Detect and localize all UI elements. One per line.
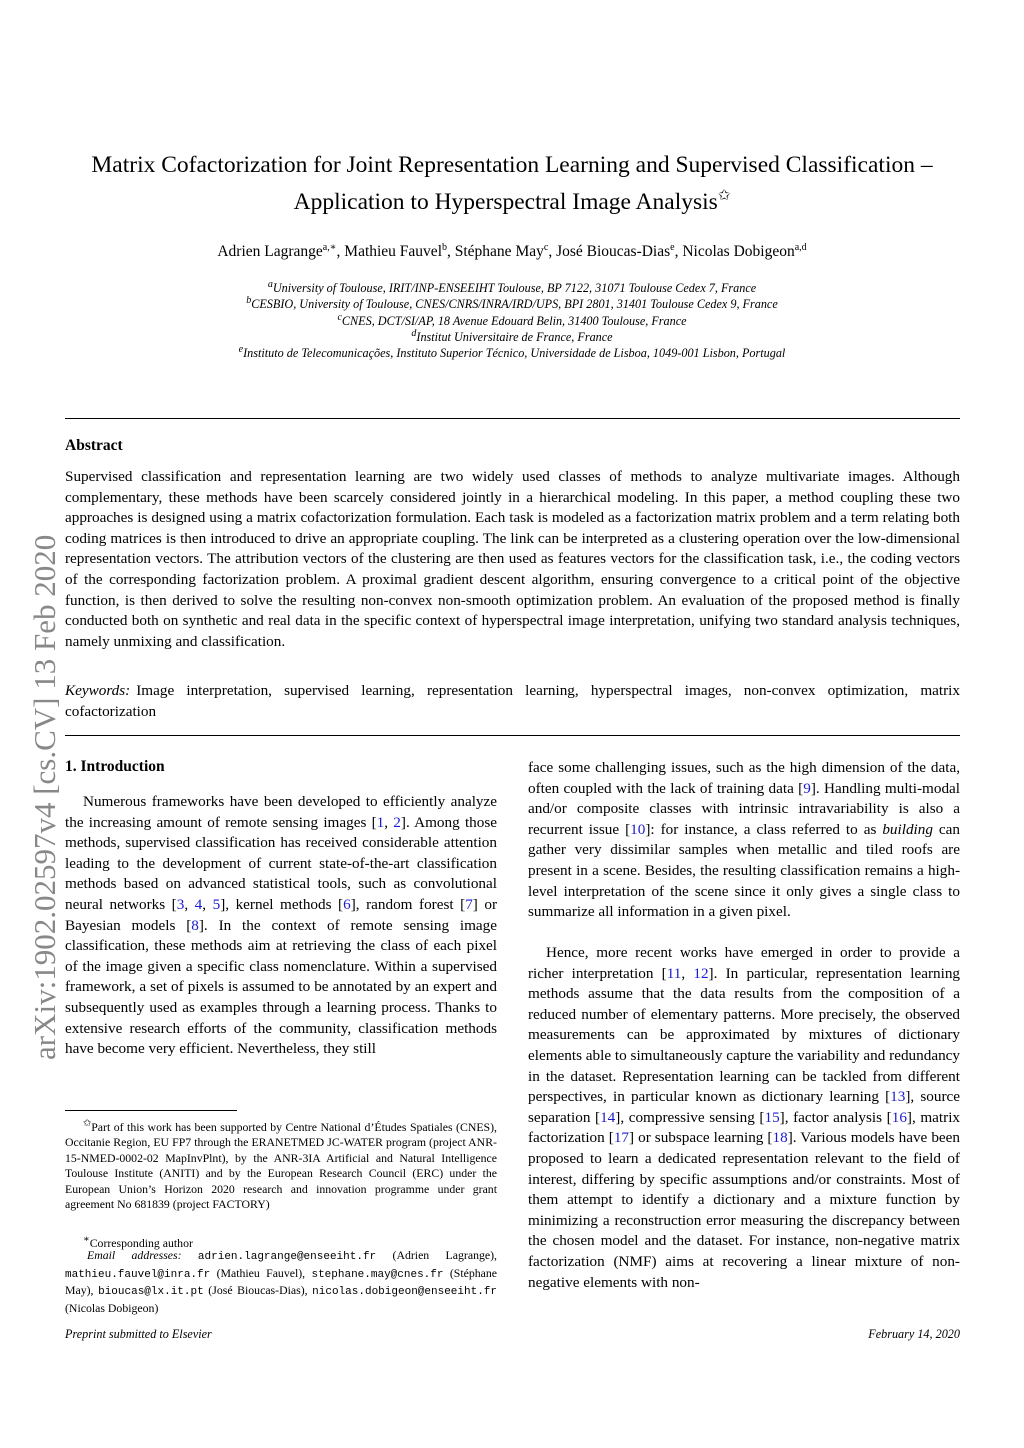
email-owner: (Mathieu Fauvel),: [210, 1265, 312, 1280]
section-heading-introduction: 1. Introduction: [65, 758, 165, 775]
citation-link[interactable]: 1: [376, 813, 385, 831]
citation-link[interactable]: 3: [176, 895, 185, 913]
keywords-label: Keywords:: [65, 682, 131, 699]
email-owner: (Nicolas Dobigeon): [65, 1300, 159, 1315]
keywords-text: Image interpretation, supervised learning, representation learning, hyperspectral images, non-convex optimization, matrix cofactorization: [65, 682, 960, 720]
intro-paragraph-1: Numerous frameworks have been developed to efficiently analyze the increasing amount of remote sensing images [1, 2]. Among those methods, supervised classification has received considerable attention leading to the development of current state-of-the-art classification methods based on advanced statistical tools, such as convolutional neural networks [3, 4, 5], kernel methods [6], random forest [7] or Bayesian models [8]. In the context of remote sensing image classification, these methods aim at retrieving the class of each pixel of the image given a specific class nomenclature. Within a supervised framework, a set of pixels is assumed to be annotated by an expert and subsequently used as examples through a learning process. Thanks to extensive research efforts of the community, classification methods have become very efficient. Nevertheless, they still: [65, 793, 498, 1058]
citation-link[interactable]: 10: [630, 820, 646, 838]
citation-link[interactable]: 8: [191, 916, 199, 934]
email-address[interactable]: adrien.lagrange@enseeiht.fr: [197, 1251, 377, 1263]
funding-footnote: ✩Part of this work has been supported by Centre National d’Études Spatiales (CNES), Occitanie Region, EU FP7 through the ERANETMED JC-WATER program (project ANR-15-NMED-0002-02 MapInvPlnt), by the ANR-3IA Artificial and Natural Intelligence Toulouse Institute (ANITI) and by the European Research Council (ERC) under the European Union’s Horizon 2020 research and innovation programme under grant agreement No 681839 (project FACTORY): [65, 1118, 497, 1212]
email-owner: (Adrien Lagrange),: [376, 1248, 497, 1262]
email-address[interactable]: nicolas.dobigeon@enseeiht.fr: [312, 1286, 498, 1298]
citation-link[interactable]: 18: [772, 1129, 788, 1147]
email-address[interactable]: stephane.may@cnes.fr: [311, 1268, 444, 1281]
author-affiliation-mark: e: [670, 242, 675, 253]
citation-link[interactable]: 14: [600, 1108, 616, 1126]
citation-link[interactable]: 2: [393, 813, 401, 831]
citation-link[interactable]: 15: [764, 1108, 780, 1126]
affiliation-text: Institut Universitaire de France, France: [416, 329, 613, 344]
footer-preprint-note: Preprint submitted to Elsevier: [65, 1327, 212, 1341]
citation-link[interactable]: 9: [803, 779, 811, 797]
citation-link[interactable]: 13: [890, 1088, 906, 1106]
citation-link[interactable]: 17: [613, 1129, 630, 1147]
citation-link[interactable]: 16: [891, 1108, 907, 1126]
citation-link[interactable]: 7: [465, 895, 473, 913]
affiliation-text: CNES, DCT/SI/AP, 18 Avenue Edouard Belin, 31400 Toulouse, France: [341, 313, 687, 328]
emphasized-term: building: [882, 820, 933, 838]
author-affiliation-mark: b: [442, 242, 447, 253]
affiliation-mark: a: [267, 279, 273, 290]
abstract-heading: Abstract: [65, 437, 123, 454]
title-line-1: Matrix Cofactorization for Joint Representation Learning and Supervised Classification –: [91, 152, 933, 178]
email-addresses: [65, 1248, 497, 1316]
corresponding-author-footnote: ∗Corresponding author: [83, 1234, 193, 1250]
abstract-text: Supervised classification and representation learning are two widely used classes of methods to analyze multivariate images. Although complementary, these methods have been scarcely considered jointly in a hierarchical modeling. In this paper, a method coupling these two approaches is designed using a matrix cofactorization formulation. Each task is modeled as a factorization matrix problem and a term relating both coding matrices is then introduced to drive an appropriate coupling. The link can be interpreted as a clustering operation over the low-dimensional representation vectors. The attribution vectors of the clustering are then used as features vectors for the classification task, i.e., the coding vectors of the corresponding factorization problem. A proximal gradient descent algorithm, ensuring convergence to a critical point of the objective function, is then derived to solve the resulting non-convex non-smooth optimization problem. An evaluation of the proposed method is finally conducted both on synthetic and real data in the specific context of hyperspectral image interpretation, unifying two standard analysis techniques, namely unmixing and classification.: [65, 468, 960, 650]
arxiv-identifier: arXiv:1902.02597v4 [cs.CV] 13 Feb 2020: [27, 534, 62, 1060]
email-address[interactable]: bioucas@lx.it.pt: [98, 1286, 204, 1298]
author-list: Adrien Lagrange$^{a,∗}$, Mathieu Fauvel$^b$, Stéphane May$^c$, José Bioucas-Dias$^e$, Nicolas Dobigeon$^{a,d}$: [217, 242, 807, 261]
intro-paragraph-3: Hence, more recent works have emerged in order to provide a richer interpretation [11, 12]. In particular, representation learning methods assume that the data results from the composition of a reduced number of elementary patterns. More precisely, the observed measurements can be approximated by mixtures of dictionary elements able to simultaneously capture the variability and redundancy in the dataset. Representation learning can be tackled from different perspectives, in particular known as dictionary learning [13], source separation [14], compressive sensing [15], factor analysis [16], matrix factorization [17] or subspace learning [18]. Various models have been proposed to learn a dedicated representation relevant to the field of interest, differing by specific assumptions and/or constraints. Most of them attempt to identify a dictionary and a mixture function by minimizing a reconstruction error measuring the discrepancy between the chosen model and the dataset. For instance, non-negative matrix factorization (NMF) aims at recovering a linear mixture of non-negative elements with non-: [528, 944, 961, 1291]
abstract-top-rule: [65, 418, 960, 419]
footer-date: February 14, 2020: [868, 1327, 960, 1341]
author-name: José Bioucas-Dias: [556, 243, 671, 261]
title-line-2: Application to Hyperspectral Image Analysis✩: [293, 188, 731, 215]
email-address[interactable]: mathieu.fauvel@inra.fr: [65, 1268, 211, 1281]
funding-footnote-mark: ✩: [83, 1118, 92, 1129]
affiliation-text: Instituto de Telecomunicações, Instituto Superior Técnico, Universidade de Lisboa, 1049-001 Lisbon, Portugal: [243, 346, 786, 361]
affiliation-mark: d: [411, 327, 417, 339]
corresponding-mark: ∗: [83, 1234, 90, 1245]
citation-link[interactable]: 11: [666, 964, 682, 982]
citation-link[interactable]: 4: [194, 895, 203, 913]
author-name: Adrien Lagrange: [217, 243, 323, 261]
affiliation-text: University of Toulouse, IRIT/INP-ENSEEIHT Toulouse, BP 7122, 31071 Toulouse Cedex 7, France: [272, 281, 757, 296]
author-name: Mathieu Fauvel: [344, 243, 442, 261]
affiliation-text: CESBIO, University of Toulouse, CNES/CNRS/INRA/IRD/UPS, BPI 2801, 31401 Toulouse Cedex 9, France: [251, 297, 778, 312]
footnote-rule: [65, 1110, 237, 1111]
email-label: Email addresses:: [87, 1248, 198, 1262]
affiliation-line: [40, 342, 984, 361]
citation-link[interactable]: 12: [693, 964, 709, 982]
email-owner: (Stéphane May),: [65, 1265, 498, 1297]
intro-paragraph-2: face some challenging issues, such as the high dimension of the data, often coupled with the lack of training data [9]. Handling multi-modal and/or composite classes with intrinsic intravariability is also a recurrent issue [10]: for instance, a class referred to as building can gather very dissimilar samples when metallic and tiled roofs are present in a scene. Besides, the resulting classification remains a high-level interpretation of the scene since it only gives a single class to summarize all information in a given pixel.: [528, 759, 961, 921]
abstract-bottom-rule: [65, 735, 960, 736]
affiliation-mark: c: [337, 311, 342, 323]
email-owner: (José Bioucas-Dias),: [203, 1283, 313, 1297]
citation-link[interactable]: 6: [343, 895, 351, 913]
paper-title: [40, 150, 984, 218]
author-affiliation-mark: a,∗: [322, 242, 337, 253]
affiliation-mark: e: [238, 344, 244, 356]
author-name: Stéphane May: [454, 243, 544, 261]
author-affiliation-mark: c: [543, 242, 549, 253]
affiliation-mark: b: [246, 295, 252, 307]
author-name: Nicolas Dobigeon: [682, 243, 795, 261]
author-affiliation-mark: a,d: [794, 242, 807, 253]
keywords: [65, 681, 960, 722]
citation-link[interactable]: 5: [212, 895, 221, 913]
title-footnote-mark: ✩: [717, 188, 731, 204]
